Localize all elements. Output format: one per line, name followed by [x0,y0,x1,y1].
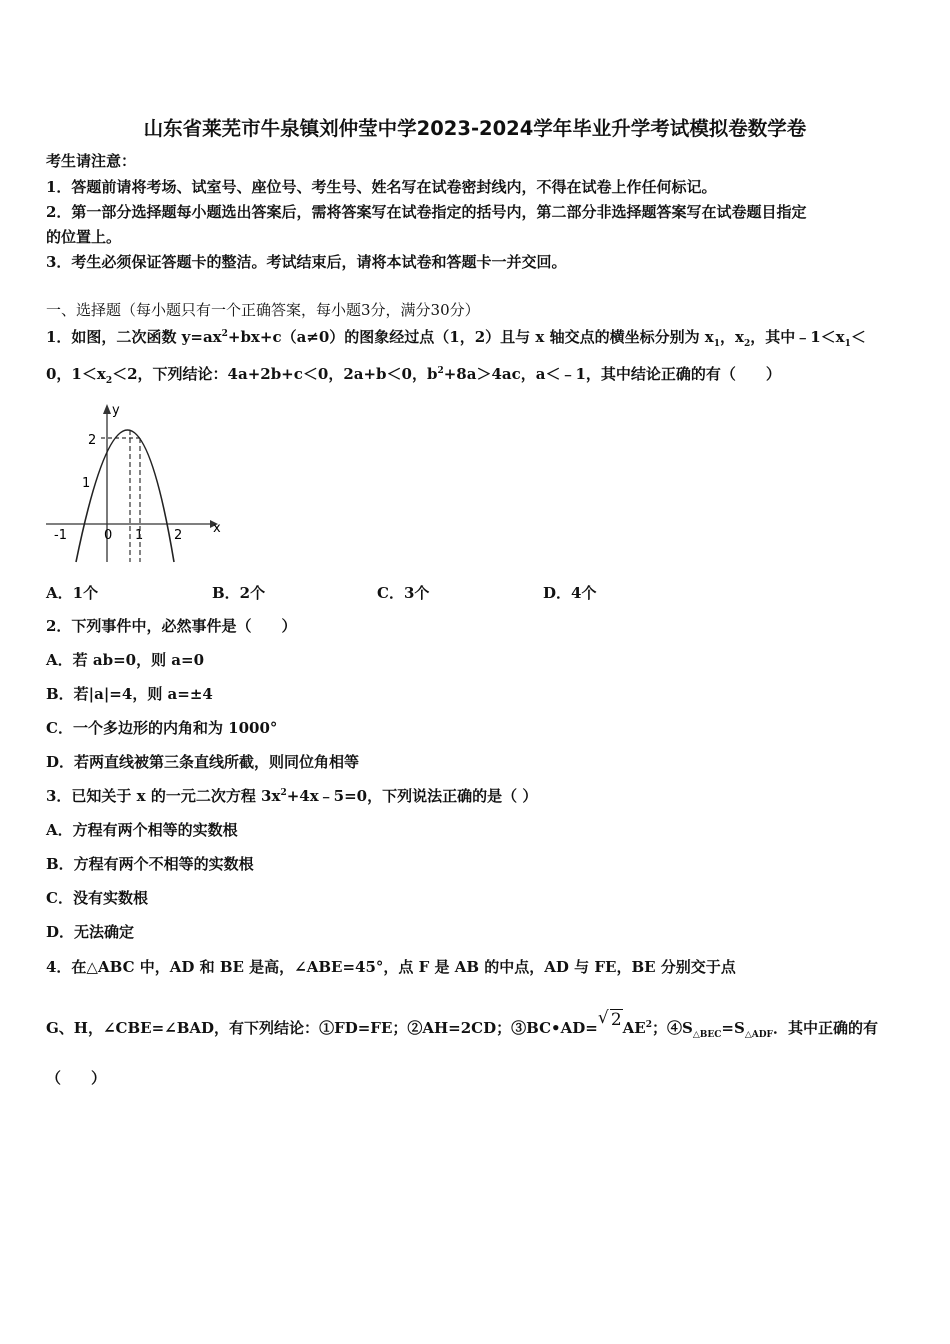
q3-option-b: B．方程有两个不相等的实数根 [46,855,254,873]
notice-item-2-cont: 的位置上。 [46,228,122,246]
q4-line-1: 4．在△ABC 中，AD 和 BE 是高，∠ABE=45°，点 F 是 AB 的中点，AD 与 FE，BE 分别交于点 [46,958,736,976]
parabola-curve [76,430,174,562]
q1-option-c: C．3个 [377,584,430,602]
x-tick-0: 0 [104,528,113,543]
q1-option-d: D．4个 [543,584,597,602]
q1-line-2: 0，$1<x_2<2$，下列结论：4a+2b+c＜0，2a+b＜0，$b^2+8a>4ac$，a＜﹣1，其中结论正确的有（ ） [46,365,781,386]
section-heading: 一、选择题（每小题只有一个正确答案，每小题3分，满分30分） [46,301,480,319]
notice-item-3: 3．考生必须保证答题卡的整洁。考试结束后，请将本试卷和答题卡一并交回。 [46,253,567,271]
y-axis-label: y [112,403,120,418]
q3-option-c: C．没有实数根 [46,889,148,907]
page-title: 山东省莱芜市牛泉镇刘仲莹中学2023-2024学年毕业升学考试模拟卷数学卷 [143,117,807,140]
q2-option-c: C．一个多边形的内角和为 1000° [46,719,278,737]
notice-item-2: 2．第一部分选择题每小题选出答案后，需将答案写在试卷指定的括号内，第二部分非选择题答案写在试卷题目指定 [46,203,807,221]
y-tick-1: 1 [82,476,91,491]
q1-parabola-graph [42,398,232,566]
q2-stem: 2．下列事件中，必然事件是（ ） [46,617,297,635]
q1-option-a: A．1个 [46,584,99,602]
q4-line-2: G、H，∠CBE=∠BAD，有下列结论：①FD=FE；②AH=2CD；③BC•AD=√ $2AE^2$；$④S_{\triangle BEC}=S_{\triangle ADF}$．其中正确的有 [46,1018,878,1038]
q2-option-d: D．若两直线被第三条直线所截，则同位角相等 [46,753,360,771]
notice-item-1: 1．答题前请将考场、试室号、座位号、考生号、姓名写在试卷密封线内，不得在试卷上作任何标记。 [46,178,717,196]
q3-option-d: D．无法确定 [46,923,135,941]
q1-line-1: 1．如图，二次函数 $y=ax^2+bx+c(a\ne 0)$的图象经过点（1，2）且与 x 轴交点的横坐标分别为 $x_1$，$x_2$，其中$﹣1<x_1<$ [46,328,866,349]
q1-option-b: B．2个 [212,584,266,602]
sqrt-symbol: √ 2 [598,1010,623,1030]
y-tick-2: 2 [88,433,97,448]
q3-stem: 3．已知关于 x 的一元二次方程 $3x^2+4x﹣5=0$，下列说法正确的是（ ） [46,787,538,805]
q2-option-a: A．若 ab=0，则 a=0 [46,651,205,669]
x-tick-2: 2 [174,528,183,543]
q3-option-a: A．方程有两个相等的实数根 [46,821,238,839]
x-tick-neg1: -1 [54,528,67,543]
x-axis-label: x [213,521,221,536]
notice-heading: 考生请注意： [46,152,137,170]
q2-option-b: B．若|a|=4，则 a=±4 [46,685,213,703]
x-tick-1: 1 [135,528,144,543]
y-axis-arrow [103,404,111,414]
q4-answer-bracket: （ ） [46,1069,107,1087]
